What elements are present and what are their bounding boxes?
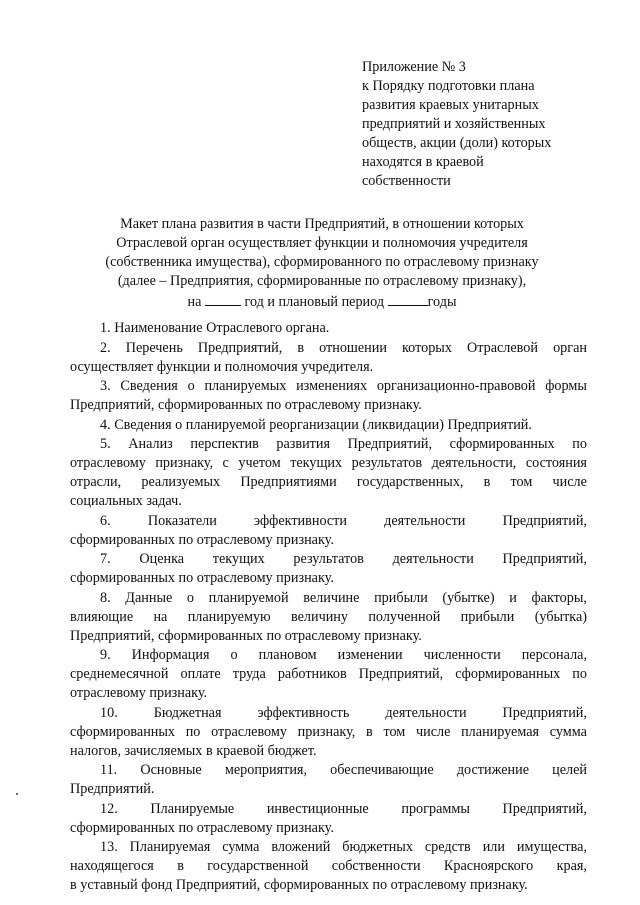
title-period-middle: год и плановый период xyxy=(244,294,385,310)
list-item-line: 1. Наименование Отраслевого органа. xyxy=(100,320,330,336)
list-item xyxy=(70,704,587,761)
list-item-line: 2. Перечень Предприятий, в отношении которых Отраслевой орган xyxy=(100,339,587,356)
list-item-line: сформированных по отраслевому признаку. xyxy=(70,570,334,586)
title-period-suffix: годы xyxy=(427,294,457,310)
list-item-line: находящегося в государственной собственности Красноярского края, xyxy=(70,858,587,874)
list-item xyxy=(70,319,587,338)
list-item-line: 4. Сведения о планируемой реорганизации (ликвидации) Предприятий. xyxy=(100,416,532,433)
title-period-line xyxy=(62,291,582,312)
list-item-line: 12. Планируемые инвестиционные программы Предприятий, xyxy=(100,800,587,817)
appendix-line: находятся в краевой xyxy=(362,154,484,170)
list-item-line: 11. Основные мероприятия, обеспечивающие достижение целей xyxy=(100,762,587,778)
list-item-line: 5. Анализ перспектив развития Предприятий, сформированных по xyxy=(100,436,587,452)
appendix-header xyxy=(362,58,612,191)
item-list xyxy=(70,319,587,896)
year-blank xyxy=(205,291,241,306)
list-item-line: в уставный фонд Предприятий, сформированных по отраслевому признаку. xyxy=(70,877,528,893)
document-title xyxy=(62,215,582,312)
list-item xyxy=(70,800,587,838)
list-item-line: отраслевому признаку. xyxy=(70,685,208,701)
list-item xyxy=(70,512,587,550)
list-item-line: среднемесячной оплате труда работников Предприятий, сформированных по xyxy=(70,666,587,682)
list-item xyxy=(70,435,587,511)
list-item xyxy=(70,646,587,703)
appendix-line: обществ, акции (доли) которых xyxy=(362,135,552,151)
title-line: (собственника имущества), сформированного по отраслевому признаку xyxy=(105,254,539,270)
title-line: Макет плана развития в части Предприятий, в отношении которых xyxy=(120,216,524,232)
list-item xyxy=(70,589,587,646)
list-item xyxy=(70,761,587,799)
list-item-line: 7. Оценка текущих результатов деятельности Предприятий, xyxy=(100,551,587,567)
scan-speck xyxy=(16,793,18,795)
list-item-line: 10. Бюджетная эффективность деятельности Предприятий, xyxy=(100,704,587,721)
list-item xyxy=(70,377,587,415)
appendix-line: собственности xyxy=(362,173,451,189)
list-item-line: налогов, зачисляемых в краевой бюджет. xyxy=(70,742,317,759)
list-item-line: 8. Данные о планируемой величине прибыли (убытке) и факторы, xyxy=(100,589,587,606)
title-line: Отраслевой орган осуществляет функции и полномочия учредителя xyxy=(116,235,528,251)
list-item-line: Предприятий, сформированных по отраслевому признаку. xyxy=(70,627,422,644)
list-item-line: влияющие на планируемую величину полученной прибыли (убытка) xyxy=(70,608,587,625)
title-line: (далее – Предприятия, сформированные по отраслевому признаку), xyxy=(117,273,527,289)
list-item-line: Предприятий, сформированных по отраслевому признаку. xyxy=(70,397,422,413)
list-item xyxy=(70,339,587,377)
list-item-line: Предприятий. xyxy=(70,781,155,797)
title-period-prefix: на xyxy=(187,294,202,310)
list-item-line: 13. Планируемая сумма вложений бюджетных средств или имущества, xyxy=(100,839,587,855)
appendix-line: предприятий и хозяйственных xyxy=(362,116,546,132)
period-blank xyxy=(388,291,428,306)
appendix-line: развития краевых унитарных xyxy=(362,97,539,113)
list-item xyxy=(70,550,587,588)
list-item-line: сформированных по отраслевому признаку. xyxy=(70,819,334,836)
list-item-line: 3. Сведения о планируемых изменениях организационно-правовой формы xyxy=(100,378,587,394)
list-item xyxy=(70,416,587,435)
list-item-line: социальных задач. xyxy=(70,493,182,509)
appendix-line: Приложение № 3 xyxy=(362,59,466,75)
list-item-line: сформированных по отраслевому признаку, в том числе планируемая сумма xyxy=(70,723,587,740)
list-item-line: 9. Информация о плановом изменении численности персонала, xyxy=(100,647,587,663)
list-item-line: осуществляет функции и полномочия учредителя. xyxy=(70,358,374,375)
list-item-line: 6. Показатели эффективности деятельности Предприятий, xyxy=(100,512,587,529)
list-item xyxy=(70,838,587,895)
list-item-line: отрасли, реализуемых Предприятиями государственных, в том числе xyxy=(70,474,587,490)
list-item-line: отраслевому признаку, с учетом текущих результатов деятельности, состояния xyxy=(70,455,587,471)
list-item-line: сформированных по отраслевому признаку. xyxy=(70,531,334,548)
appendix-line: к Порядку подготовки плана xyxy=(362,78,535,94)
